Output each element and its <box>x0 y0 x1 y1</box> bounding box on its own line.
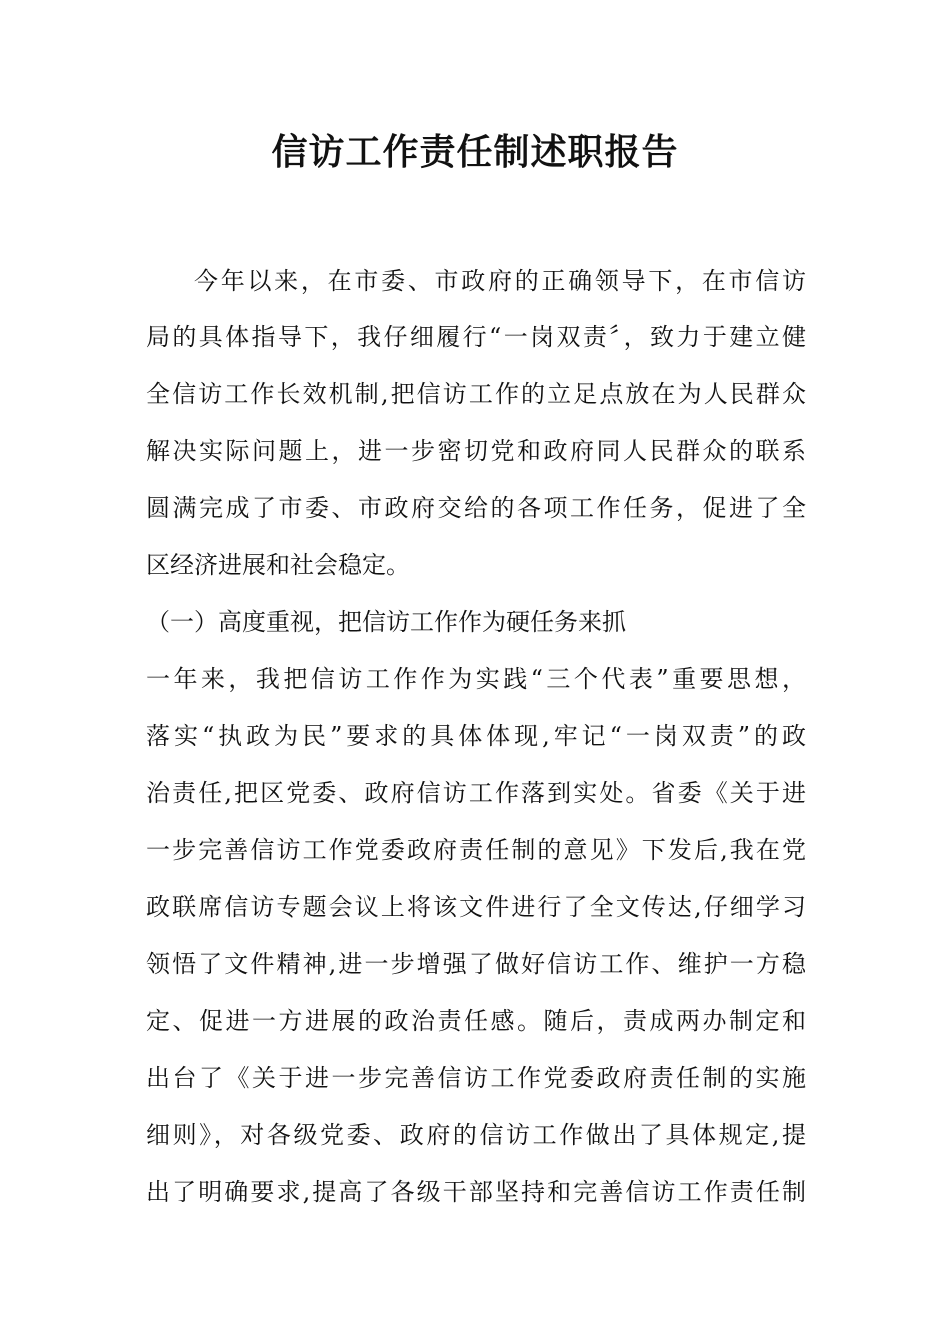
section-heading: （一）高度重视，把信访工作作为硬任务来抓 <box>146 608 626 636</box>
paragraph-line-1: 今年以来，在市委、市政府的正确领导下，在市信访 <box>194 267 806 295</box>
paragraph-line-17: 出了明确要求,提高了各级干部坚持和完善信访工作责任制 <box>146 1178 806 1206</box>
paragraph-line-5: 圆满完成了市委、市政府交给的各项工作任务，促进了全 <box>146 494 806 522</box>
paragraph-line-3: 全信访工作长效机制,把信访工作的立足点放在为人民群众 <box>146 380 806 408</box>
paragraph-line-11: 一步完善信访工作党委政府责任制的意见》下发后,我在党 <box>146 836 806 864</box>
paragraph-line-2: 局的具体指导下，我仔细履行“一岗双责〞，致力于建立健 <box>146 323 806 351</box>
paragraph-line-10: 治责任,把区党委、政府信访工作落到实处。省委《关于进 <box>146 779 806 807</box>
paragraph-line-9: 落实“执政为民”要求的具体体现,牢记“一岗双责”的政 <box>146 722 806 750</box>
paragraph-line-8: 一年来，我把信访工作作为实践“三个代表”重要思想， <box>146 665 806 693</box>
paragraph-line-13: 领悟了文件精神,进一步增强了做好信访工作、维护一方稳 <box>146 950 806 978</box>
paragraph-line-16: 细则》，对各级党委、政府的信访工作做出了具体规定,提 <box>146 1121 806 1149</box>
paragraph-line-14: 定、促进一方进展的政治责任感。随后，责成两办制定和 <box>146 1007 806 1035</box>
paragraph-line-12: 政联席信访专题会议上将该文件进行了全文传达,仔细学习 <box>146 893 806 921</box>
document-title: 信访工作责任制述职报告 <box>271 131 679 173</box>
paragraph-line-15: 出台了《关于进一步完善信访工作党委政府责任制的实施 <box>146 1064 806 1092</box>
paragraph-line-6: 区经济进展和社会稳定。 <box>146 551 410 579</box>
paragraph-line-4: 解决实际问题上，进一步密切党和政府同人民群众的联系 <box>146 437 806 465</box>
